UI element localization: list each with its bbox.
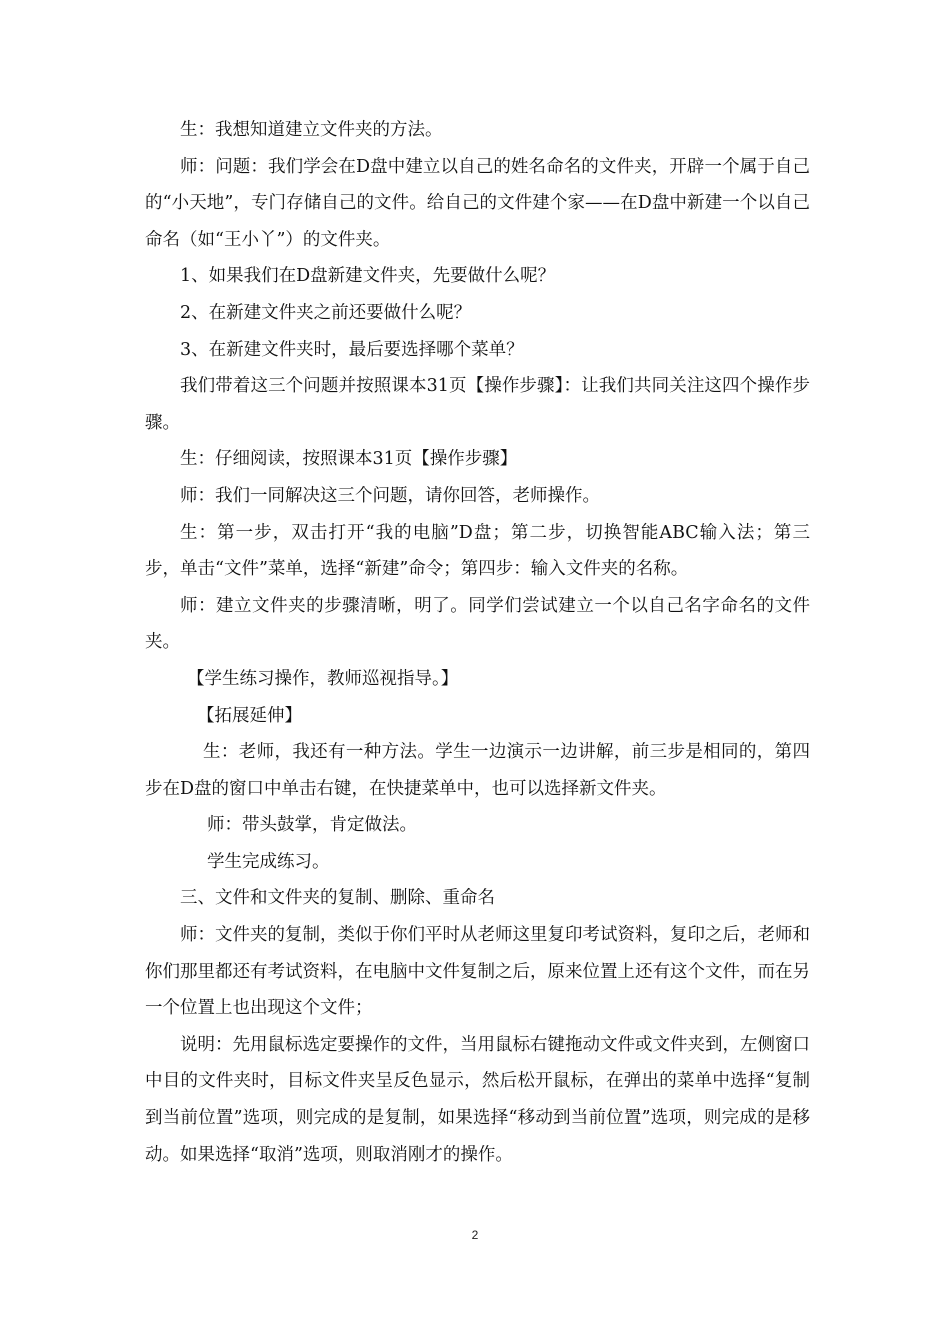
paragraph-8: 师：我们一同解决这三个问题，请你回答，老师操作。 bbox=[180, 485, 600, 506]
paragraph-5: 3、在新建文件夹时，最后要选择哪个菜单？ bbox=[180, 339, 524, 360]
paragraph-10: 师：建立文件夹的步骤清晰，明了。同学们尝试建立一个以自己名字命名的文件夹。 bbox=[145, 595, 810, 653]
paragraph-7: 生：仔细阅读，按照课本31页【操作步骤】 bbox=[180, 449, 518, 470]
paragraph-14: 师：带头鼓掌，肯定做法。 bbox=[207, 815, 417, 836]
page-number: 2 bbox=[471, 1228, 479, 1242]
paragraph-17: 师：文件夹的复制，类似于你们平时从老师这里复印考试资料，复印之后，老师和你们那里都还有考试资料，在电脑中文件复制之后，原来位置上还有这个文件，而在另一个位置上也出现这个文件； bbox=[145, 925, 810, 1019]
paragraph-12: 【拓展延伸】 bbox=[197, 705, 302, 726]
paragraph-9: 生：第一步，双击打开“我的电脑”D盘；第二步，切换智能ABC输入法；第三步，单击“文件”菜单，选择“新建”命令；第四步：输入文件夹的名称。 bbox=[145, 522, 810, 580]
document-body bbox=[145, 112, 810, 1173]
paragraph-11: 【学生练习操作，教师巡视指导。】 bbox=[187, 668, 459, 689]
paragraph-18: 说明：先用鼠标选定要操作的文件，当用鼠标右键拖动文件或文件夹到，左侧窗口中目的文件夹时，目标文件夹呈反色显示，然后松开鼠标，在弹出的菜单中选择“复制到当前位置”选项，则完成的是复制，如果选择“移动到当前位置”选项，则完成的是移动。如果选择“取消”选项，则取消刚才的操作。 bbox=[145, 1034, 810, 1165]
paragraph-4: 2、在新建文件夹之前还要做什么呢？ bbox=[180, 302, 472, 323]
paragraph-1: 生：我想知道建立文件夹的方法。 bbox=[180, 120, 443, 140]
paragraph-3: 1、如果我们在D盘新建文件夹，先要做什么呢？ bbox=[180, 266, 556, 287]
paragraph-2: 师：问题：我们学会在D盘中建立以自己的姓名命名的文件夹，开辟一个属于自己的“小天地”，专门存储自己的文件。给自己的文件建个家——在D盘中新建一个以自己命名（如“王小丫”）的文件夹。 bbox=[145, 156, 810, 250]
paragraph-15: 学生完成练习。 bbox=[207, 851, 330, 872]
paragraph-16: 三、文件和文件夹的复制、删除、重命名 bbox=[180, 888, 495, 909]
paragraph-6: 我们带着这三个问题并按照课本31页【操作步骤】：让我们共同关注这四个操作步骤。 bbox=[145, 376, 810, 433]
paragraph-13: 生：老师，我还有一种方法。学生一边演示一边讲解，前三步是相同的，第四步在D盘的窗口中单击右键，在快捷菜单中，也可以选择新文件夹。 bbox=[145, 742, 810, 799]
